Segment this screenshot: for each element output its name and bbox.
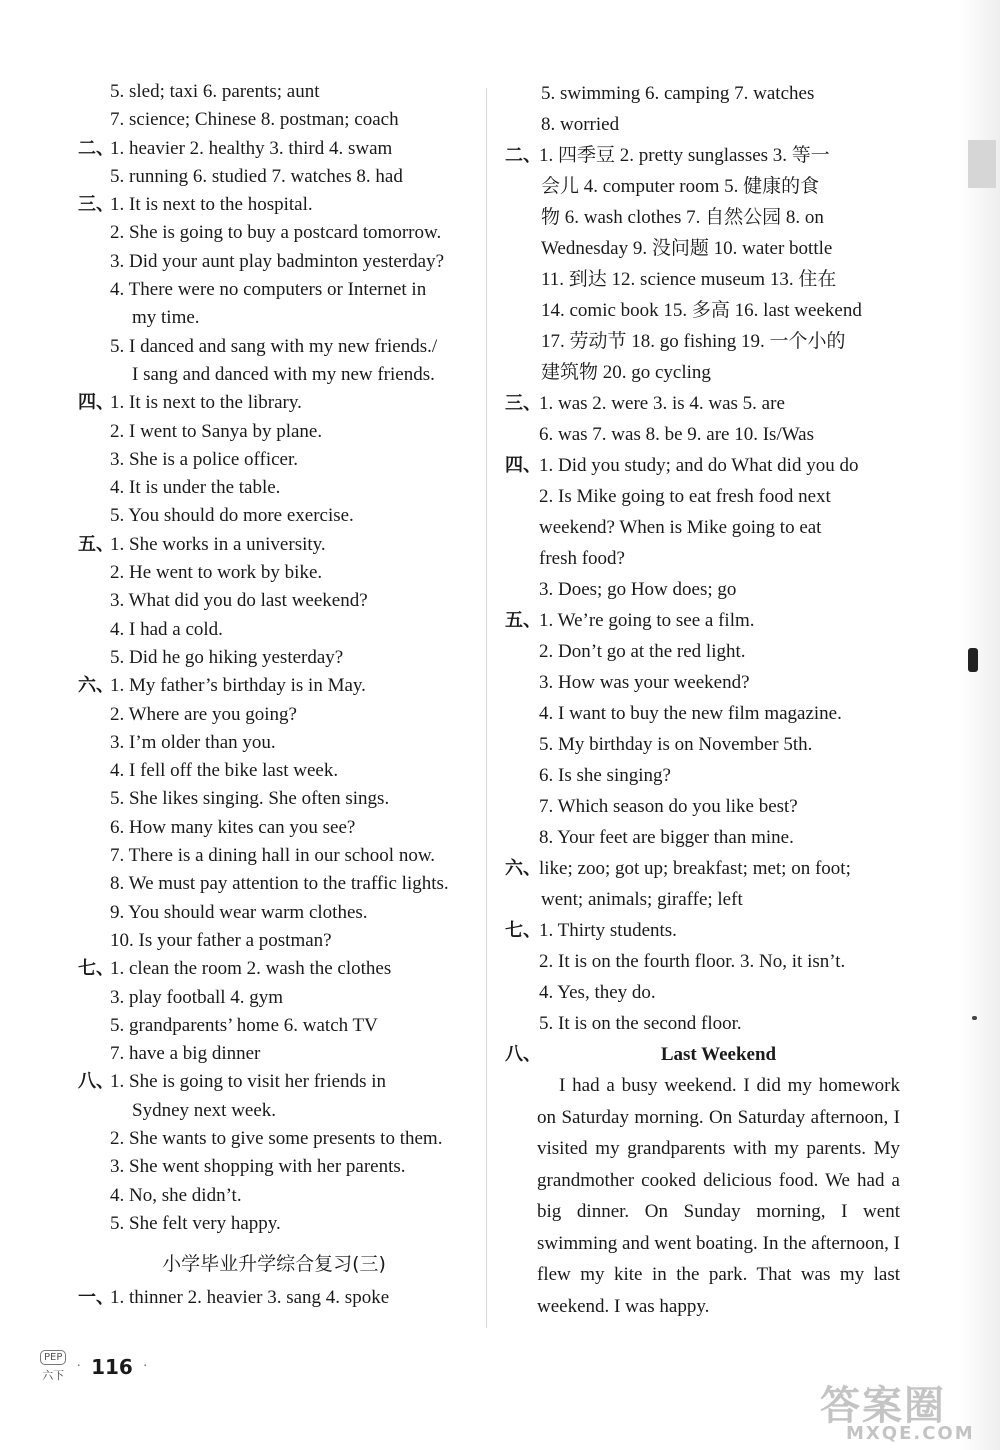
answer-line: 8. Your feet are bigger than mine.: [539, 827, 794, 848]
watermark-chinese: 答案圈: [820, 1383, 946, 1429]
answer-line: 7. Which season do you like best?: [539, 796, 798, 817]
answer-line: 3. How was your weekend?: [539, 672, 750, 693]
left-section-7: [78, 955, 470, 1068]
answer-line: 1. 四季豆 2. pretty sunglasses 3. 等一: [539, 145, 830, 166]
answer-line: 6. How many kites can you see?: [110, 816, 356, 838]
answer-line: 建筑物 20. go cycling: [541, 362, 711, 383]
binding-mark: [968, 648, 978, 672]
section-number: 一、: [78, 1287, 114, 1309]
answer-line: 1. clean the room 2. wash the clothes: [110, 958, 392, 980]
edition-badge: [40, 1350, 66, 1383]
page-footer: [40, 1350, 147, 1383]
answer-line: 8. worried: [541, 114, 620, 135]
left-section-4: [78, 389, 470, 530]
answer-line: 3. What did you do last weekend?: [110, 590, 368, 612]
answer-line: Sydney next week.: [132, 1099, 277, 1121]
left-section-5: [78, 531, 470, 672]
page-edge-shadow: [960, 0, 1000, 1450]
answer-line: 10. Is your father a postman?: [110, 929, 332, 951]
essay-paragraph: I had a busy weekend. I did my homework on Saturday morning. On Saturday afternoon, I visited my grandparents with my parents. My grandmother cooked delicious food. We had a big dinner. On Sunday morning, I went swimming and went boating. In the afternoon, I flew my kite in the park. That was my last weekend. I was happy.: [537, 1075, 900, 1317]
right-section-2: [505, 140, 900, 388]
right-section-7: [505, 915, 900, 1039]
answer-line: 2. She is going to buy a postcard tomorrow.: [110, 222, 442, 244]
answer-line: 4. Yes, they do.: [539, 982, 656, 1003]
answer-line: 5. I danced and sang with my new friends./: [110, 335, 438, 357]
answer-line: 2. Where are you going?: [110, 703, 297, 725]
answer-line: 1. It is next to the hospital.: [110, 194, 313, 216]
answer-line: went; animals; giraffe; left: [541, 889, 743, 910]
answer-line: 1. My father’s birthday is in May.: [110, 675, 366, 697]
answer-line: 5. sled; taxi 6. parents; aunt: [110, 81, 320, 102]
answer-line: 6. Is she singing?: [539, 765, 671, 786]
answer-line: 9. You should wear warm clothes.: [110, 901, 368, 923]
left-section-2: [78, 135, 470, 192]
answer-line: 3. Does; go How does; go: [539, 579, 737, 600]
answer-line: 1. We’re going to see a film.: [539, 610, 755, 631]
answer-line: 2. Is Mike going to eat fresh food next: [539, 486, 831, 507]
answer-line: 1. thinner 2. heavier 3. sang 4. spoke: [110, 1287, 390, 1309]
right-section-5: [505, 605, 900, 853]
answer-line: 6. was 7. was 8. be 9. are 10. Is/Was: [539, 424, 814, 445]
answer-line: 4. I want to buy the new film magazine.: [539, 703, 842, 724]
answer-line: 4. I fell off the bike last week.: [110, 760, 339, 782]
pep-label: PEP: [40, 1350, 66, 1365]
answer-line: 7. science; Chinese 8. postman; coach: [110, 109, 399, 131]
answer-line: 5. Did he go hiking yesterday?: [110, 646, 344, 668]
answer-line: 4. No, she didn’t.: [110, 1184, 242, 1206]
right-section-3: [505, 388, 900, 450]
answer-line: 4. I had a cold.: [110, 618, 223, 640]
answer-line: 14. comic book 15. 多高 16. last weekend: [541, 300, 862, 321]
answer-line: 1. It is next to the library.: [110, 392, 302, 414]
left-section-continued: [78, 78, 470, 135]
column-divider: [486, 88, 487, 1328]
section-number: 六、: [78, 675, 114, 697]
answer-line: 3. I’m older than you.: [110, 731, 276, 753]
section-number: 二、: [78, 137, 114, 159]
answer-line: 1. She works in a university.: [110, 533, 326, 555]
left-section-3: [78, 191, 470, 389]
section-number: 八、: [78, 1071, 114, 1093]
answer-line: 5. running 6. studied 7. watches 8. had: [110, 165, 403, 187]
answer-line: 4. It is under the table.: [110, 477, 281, 499]
right-section-8-essay: [505, 1039, 900, 1322]
left-section-8: [78, 1068, 470, 1238]
page-number: 116: [91, 1354, 133, 1379]
section-number: 五、: [505, 610, 541, 631]
answer-line: 11. 到达 12. science museum 13. 住在: [541, 269, 837, 290]
review-title: 小学毕业升学综合复习(三): [162, 1253, 386, 1276]
left-section-6: [78, 672, 470, 955]
answer-line: 1. Did you study; and do What did you do: [539, 455, 859, 476]
answer-line: 4. There were no computers or Internet in: [110, 279, 427, 301]
answer-line: 5. My birthday is on November 5th.: [539, 734, 813, 755]
bullet-dot: ·: [76, 1358, 82, 1374]
answer-line: 5. She likes singing. She often sings.: [110, 788, 390, 810]
right-section-4: [505, 450, 900, 605]
answer-line: Wednesday 9. 没问题 10. water bottle: [541, 238, 833, 259]
bullet-dot: ·: [142, 1358, 148, 1374]
answer-line: my time.: [132, 307, 200, 329]
section-number: 四、: [505, 455, 541, 476]
answer-line: 3. She went shopping with her parents.: [110, 1156, 406, 1178]
section-number: 三、: [505, 393, 541, 414]
answer-line: like; zoo; got up; breakfast; met; on foot;: [539, 858, 851, 879]
section-number: 七、: [505, 920, 541, 941]
left-column: [78, 78, 470, 1312]
answer-line: 1. heavier 2. healthy 3. third 4. swam: [110, 137, 393, 159]
book-tab-marker: [968, 140, 996, 188]
answer-line: 5. You should do more exercise.: [110, 505, 354, 527]
answer-line: fresh food?: [539, 548, 625, 569]
answer-line: 17. 劳动节 18. go fishing 19. 一个小的: [541, 331, 846, 352]
answer-line: weekend? When is Mike going to eat: [539, 517, 822, 538]
answer-line: 1. was 2. were 3. is 4. was 5. are: [539, 393, 785, 414]
answer-line: 7. There is a dining hall in our school now.: [110, 845, 436, 867]
section-number: 八、: [505, 1044, 541, 1065]
binding-dot: [972, 1016, 977, 1020]
site-watermark: [810, 1385, 990, 1445]
answer-line: I sang and danced with my new friends.: [132, 363, 435, 385]
answer-line: 7. have a big dinner: [110, 1043, 261, 1065]
section-number: 五、: [78, 533, 114, 555]
answer-line: 会儿 4. computer room 5. 健康的食: [541, 176, 820, 197]
answer-line: 2. I went to Sanya by plane.: [110, 420, 323, 442]
answer-line: 3. Did your aunt play badminton yesterday?: [110, 250, 445, 272]
answer-line: 8. We must pay attention to the traffic lights.: [110, 873, 449, 895]
answer-line: 1. She is going to visit her friends in: [110, 1071, 387, 1093]
answer-line: 1. Thirty students.: [539, 920, 677, 941]
answer-line: 5. It is on the second floor.: [539, 1013, 742, 1034]
answer-line: 物 6. wash clothes 7. 自然公园 8. on: [541, 207, 824, 228]
answer-line: 2. Don’t go at the red light.: [539, 641, 746, 662]
section-number: 六、: [505, 858, 541, 879]
answer-line: 2. It is on the fourth floor. 3. No, it isn’t.: [539, 951, 846, 972]
answer-line: 2. He went to work by bike.: [110, 562, 323, 584]
answer-line: 3. play football 4. gym: [110, 986, 284, 1008]
answer-line: 5. grandparents’ home 6. watch TV: [110, 1014, 378, 1036]
watermark-url: MXQE.COM: [846, 1423, 975, 1444]
answer-line: 5. swimming 6. camping 7. watches: [541, 83, 815, 104]
answer-line: 2. She wants to give some presents to them.: [110, 1127, 443, 1149]
grade-label: 六下: [42, 1369, 65, 1382]
section-number: 四、: [78, 392, 114, 414]
right-section-continued: [505, 78, 900, 140]
left-section-review-1: [78, 1284, 470, 1312]
essay-title: Last Weekend: [660, 1044, 777, 1065]
answer-line: 3. She is a police officer.: [110, 448, 299, 470]
right-column: [505, 78, 900, 1322]
section-number: 七、: [78, 958, 114, 980]
right-section-6: [505, 853, 900, 915]
section-number: 二、: [505, 145, 541, 166]
answer-line: 5. She felt very happy.: [110, 1212, 281, 1234]
essay-body: [505, 1070, 900, 1322]
section-number: 三、: [78, 194, 114, 216]
